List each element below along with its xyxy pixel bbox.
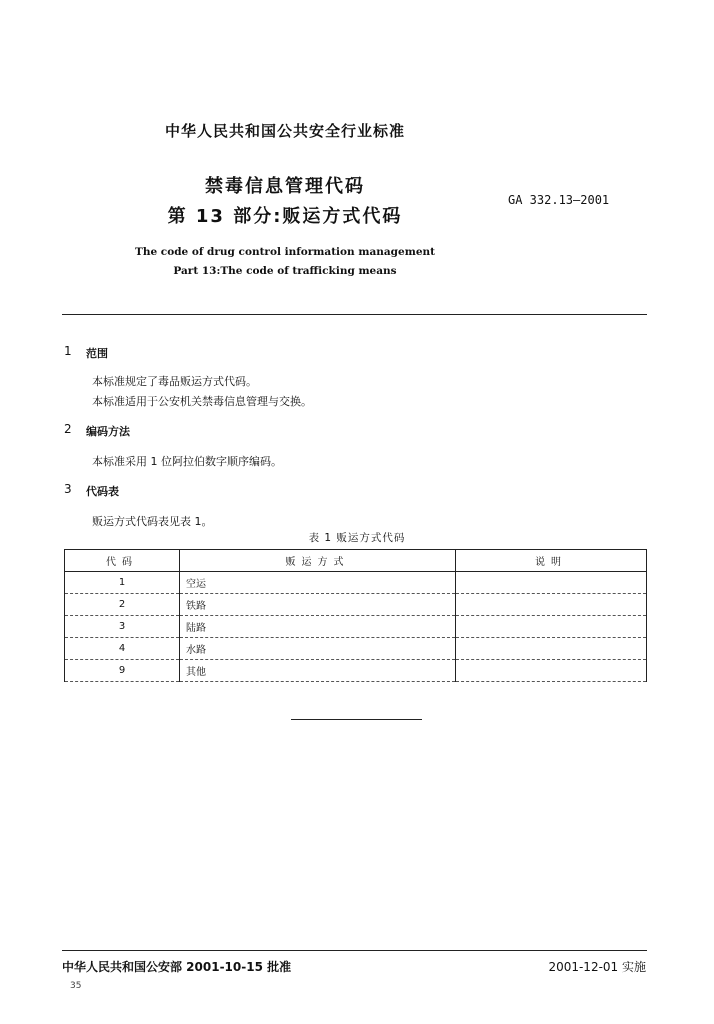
table-header-row (65, 550, 647, 572)
section-paragraph: 本标准采用 1 位阿拉伯数字顺序编码。 (92, 455, 282, 468)
section-title: 编码方法 (86, 425, 130, 438)
section-number: 1 (64, 344, 72, 358)
page-number: 35 (70, 981, 82, 991)
means-cell: 陆路 (180, 616, 456, 638)
code-cell: 9 (65, 660, 180, 682)
standard-category-header: 中华人民共和国公共安全行业标准 (164, 122, 405, 140)
code-cell: 2 (65, 594, 180, 616)
implementation-date: 2001-12-01 实施 (548, 960, 646, 974)
code-cell: 3 (65, 616, 180, 638)
table-row (65, 638, 647, 660)
means-cell: 空运 (180, 572, 456, 594)
footer-divider (62, 950, 647, 951)
column-header-note: 说明 (456, 550, 647, 572)
section-paragraph: 贩运方式代码表见表 1。 (92, 515, 213, 528)
code-cell: 4 (65, 638, 180, 660)
table-caption: 表 1 贩运方式代码 (308, 532, 406, 544)
end-of-standard-rule (291, 719, 422, 720)
column-header-code: 代码 (65, 550, 180, 572)
section-paragraph: 本标准规定了毒品贩运方式代码。 (92, 375, 257, 388)
section-title: 代码表 (86, 485, 119, 498)
section-number: 3 (64, 482, 72, 496)
document-subtitle-en: Part 13:The code of trafficking means (173, 265, 397, 277)
means-cell: 水路 (180, 638, 456, 660)
note-cell (456, 616, 647, 638)
section-paragraph: 本标准适用于公安机关禁毒信息管理与交换。 (92, 395, 312, 408)
table-row (65, 594, 647, 616)
document-title-cn: 禁毒信息管理代码 (205, 176, 365, 197)
means-cell: 铁路 (180, 594, 456, 616)
trafficking-means-table (64, 549, 647, 682)
table-row (65, 616, 647, 638)
means-cell: 其他 (180, 660, 456, 682)
section-title: 范围 (86, 347, 108, 360)
table-row (65, 660, 647, 682)
section-number: 2 (64, 422, 72, 436)
code-cell: 1 (65, 572, 180, 594)
note-cell (456, 660, 647, 682)
note-cell (456, 572, 647, 594)
document-title-en: The code of drug control information management (135, 246, 435, 258)
document-subtitle-cn: 第 13 部分:贩运方式代码 (167, 206, 403, 227)
header-divider (62, 314, 647, 315)
column-header-means: 贩运方式 (180, 550, 456, 572)
standard-number: GA 332.13—2001 (508, 193, 610, 207)
note-cell (456, 594, 647, 616)
table-row (65, 572, 647, 594)
approval-statement: 中华人民共和国公安部 2001-10-15 批准 (62, 960, 292, 974)
note-cell (456, 638, 647, 660)
